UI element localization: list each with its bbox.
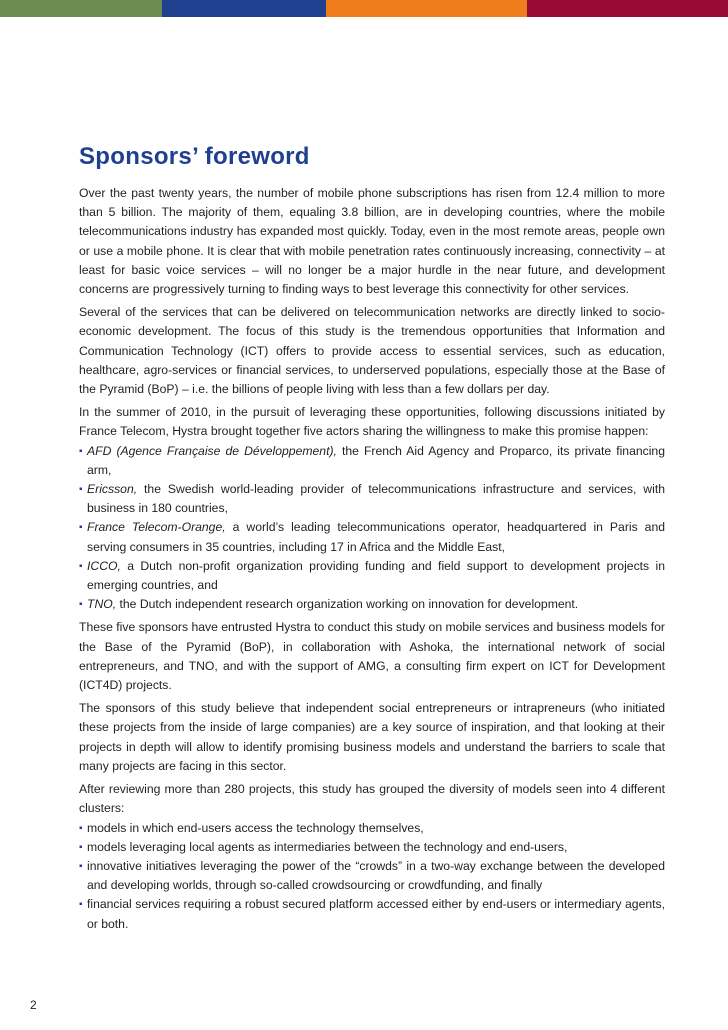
cluster-item	[79, 838, 665, 857]
paragraph-belief: The sponsors of this study believe that independent social entrepreneurs or intrapreneurs (who initiated these projects from the inside of large companies) are a key source of inspiration, and that looking at their projects in depth will allow to identify promising business models and understand the barriers to scale that many projects are facing in this sector.	[79, 701, 665, 773]
top-color-bar	[0, 0, 728, 17]
paragraph-intro: Over the past twenty years, the number of mobile phone subscriptions has risen from 12.4 million to more than 5 billion. The majority of them, equaling 3.8 billion, are in developing countries, where the mobile telecommunications industry has expanded most quickly. Today, even in the most remote areas, people own or use a mobile phone. It is clear that with mobile penetration rates continuously increasing, connectivity – at least for basic voice services – will no longer be a major hurdle in the near future, and development concerns are progressively turning to finding ways to best leverage this connectivity for other services.	[79, 186, 665, 297]
color-bar-blue	[162, 0, 326, 17]
cluster-list	[79, 819, 665, 934]
color-bar-crimson	[527, 0, 728, 17]
sponsor-item-icco	[79, 557, 665, 595]
bullet-icon: ▪	[79, 899, 83, 911]
foreword-content	[79, 140, 665, 938]
bullet-icon: ▪	[79, 445, 83, 457]
page-number: 2	[30, 998, 37, 1012]
paragraph-entrusted: These five sponsors have entrusted Hystra to conduct this study on mobile services and business models for the Base of the Pyramid (BoP), in collaboration with Ashoka, the international network of social entrepreneurs, and TNO, and with the support of AMG, a consulting firm expert on ICT for Development (ICT4D) projects.	[79, 620, 665, 693]
bullet-icon: ▪	[79, 841, 83, 853]
sponsor-name: France Telecom-Orange,	[87, 520, 226, 535]
sponsor-description: the French Aid Agency and Proparco, its private financing arm,	[87, 443, 665, 477]
sponsor-description: a Dutch non-profit organization providing funding and field support to development projects in emerging countries, and	[87, 558, 665, 593]
cluster-item	[79, 819, 665, 838]
sponsor-description: a world’s leading telecommunications operator, headquartered in Paris and serving consumers in 35 countries, including 17 in Africa and the Middle East,	[87, 520, 666, 554]
sponsor-description: the Swedish world-leading provider of telecommunications infrastructure and services, with business in 180 countries,	[87, 482, 665, 516]
sponsor-item-ericsson	[79, 480, 665, 518]
bullet-icon: ▪	[79, 860, 83, 872]
cluster-text: financial services requiring a robust secured platform accessed either by end-users or intermediary agents, or both.	[87, 897, 665, 931]
sponsor-item-afd	[79, 442, 665, 480]
cluster-text: models in which end-users access the technology themselves,	[87, 820, 424, 835]
cluster-text: innovative initiatives leveraging the power of the “crowds” in a two-way exchange between the developed and developing worlds, through so-called crowdsourcing or crowdfunding, and finally	[87, 858, 665, 893]
bullet-icon: ▪	[79, 484, 83, 496]
sponsor-item-orange	[79, 518, 665, 556]
color-bar-orange	[326, 0, 527, 17]
sponsor-list	[79, 442, 665, 615]
bullet-icon: ▪	[79, 599, 83, 611]
paragraph-summer-2010: In the summer of 2010, in the pursuit of leveraging these opportunities, following discussions initiated by France Telecom, Hystra brought together five actors sharing the willingness to make this promise happen:	[79, 405, 665, 439]
color-bar-green	[0, 0, 162, 17]
bullet-icon: ▪	[79, 822, 83, 834]
cluster-text: models leveraging local agents as intermediaries between the technology and end-users,	[87, 839, 568, 854]
sponsor-name: TNO,	[87, 597, 117, 612]
sponsor-name: AFD (Agence Française de Développement),	[87, 443, 337, 458]
sponsor-name: Ericsson,	[87, 482, 138, 497]
paragraph-clusters-intro: After reviewing more than 280 projects, this study has grouped the diversity of models seen into 4 different clusters:	[79, 782, 665, 816]
cluster-item	[79, 895, 665, 933]
page-title: Sponsors’ foreword	[79, 143, 310, 170]
bullet-icon: ▪	[79, 522, 83, 534]
sponsor-name: ICCO,	[87, 558, 121, 573]
paragraph-services: Several of the services that can be delivered on telecommunication networks are directly linked to socio-economic development. The focus of this study is the tremendous opportunities that Information and Communication Technology (ICT) offers to provide access to essential services, such as education, healthcare, agro-services or financial services, to underserved populations, especially those at the Base of the Pyramid (BoP) – i.e. the billions of people living with less than a few dollars per day.	[79, 305, 665, 397]
sponsor-description: the Dutch independent research organization working on innovation for development.	[116, 597, 579, 612]
bullet-icon: ▪	[79, 560, 83, 572]
cluster-item	[79, 857, 665, 895]
sponsor-item-tno	[79, 595, 665, 614]
